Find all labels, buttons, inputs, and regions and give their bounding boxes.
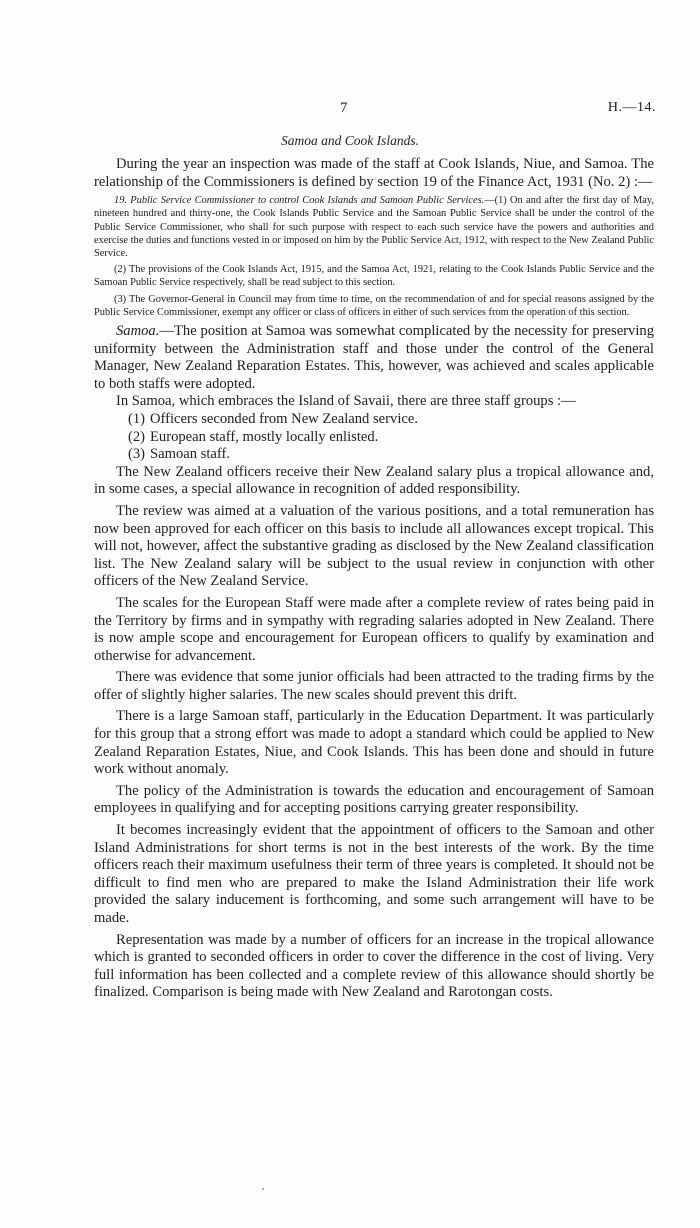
list-item bbox=[94, 446, 654, 464]
ink-speck bbox=[262, 1188, 264, 1190]
list-text: Samoan staff. bbox=[150, 446, 230, 463]
page-number: 7 bbox=[340, 100, 348, 116]
quote-clause-1 bbox=[94, 194, 654, 260]
body-paragraph: Representation was made by a number of officers for an increase in the tropical allowance which is granted to seconded officers in order to cover the difference in the cost of living. Very full information has been collected and a complete review of this allowance should shortly be finalized. Comparison is being made with New Zealand and Rarotongan costs. bbox=[94, 931, 654, 1001]
document-reference: H.—14. bbox=[607, 100, 656, 115]
list-text: Officers seconded from New Zealand service. bbox=[150, 410, 418, 427]
act-quotation bbox=[94, 194, 654, 319]
quote-clause-2: (2) The provisions of the Cook Islands Act, 1915, and the Samoa Act, 1921, relating to the Cook Islands Public Service and the Samoan Public Service respectively, shall be read subject to this section. bbox=[94, 264, 654, 289]
body-paragraph: The scales for the European Staff were made after a complete review of rates being paid in the Territory by firms and in sympathy with regrading salaries adopted in New Zealand. There is now ample scope and encouragement for European officers to qualify by examination and otherwise for advancement. bbox=[94, 594, 654, 664]
samoa-text: —The position at Samoa was somewhat complicated by the necessity for preserving uniformity between the Administration staff and those under the control of the General Manager, New Zealand Reparation Estates. This, however, was achieved and scales applicable to both staffs were adopted. bbox=[94, 323, 654, 392]
quote-section-heading: 19. Public Service Commissioner to control Cook Islands and Samoan Public Services. bbox=[114, 195, 485, 207]
samoa-lead: Samoa. bbox=[116, 323, 160, 340]
staff-groups-list bbox=[94, 411, 654, 464]
body-paragraph: The policy of the Administration is towards the education and encouragement of Samoan employees in qualifying and for accepting positions carrying greater responsibility. bbox=[94, 782, 654, 817]
page-header bbox=[0, 100, 700, 120]
body-paragraph: It becomes increasingly evident that the appointment of officers to the Samoan and other Island Administrations for short terms is not in the best interests of the work. By the time officers reach their maximum usefulness their term of three years is completed. It should not be difficult to find men who are prepared to make the Island Administration their life work provided the salary inducement is forthcoming, and some such arrangement will have to be made. bbox=[94, 822, 654, 927]
quote-clause-3: (3) The Governor-General in Council may from time to time, on the recommendation of and for special reasons assigned by the Public Service Commissioner, exempt any officer or class of officers in either of such services from the operation of this section. bbox=[94, 293, 654, 318]
list-number: (1) bbox=[128, 410, 146, 427]
document-body bbox=[94, 156, 654, 1002]
groups-intro: In Samoa, which embraces the Island of Savaii, there are three staff groups :— bbox=[116, 393, 576, 410]
body-paragraph: There was evidence that some junior officials had been attracted to the trading firms by the offer of slightly higher salaries. The new scales should prevent this drift. bbox=[94, 669, 654, 703]
quote-clause-1-text: —(1) On and after the first day of May, nineteen hundred and thirty-one, the Cook Islands Public Service and the Samoan Public Service shall be under the control of the Public Service Commissioner, who shall for such purpose with respect to each such service have the powers and authorities and exercise the duties and functions vested in or imposed on him by the Public Service Act, 1912, with respect to the New Zealand Public Service. bbox=[94, 195, 655, 259]
list-number: (3) bbox=[128, 446, 146, 463]
intro-paragraph: During the year an inspection was made of the staff at Cook Islands, Niue, and Samoa. The relationship of the Commissioners is defined by section 19 of the Finance Act, 1931 (No. 2) :— bbox=[94, 156, 654, 190]
list-number: (2) bbox=[128, 428, 146, 445]
samoa-paragraph bbox=[94, 323, 654, 393]
list-item bbox=[94, 411, 654, 429]
body-paragraph: The review was aimed at a valuation of the various positions, and a total remuneration has now been approved for each officer on this basis to include all allowances except tropical. This will not, however, affect the substantive grading as disclosed by the New Zealand classification list. The New Zealand salary will be subject to the usual review in conjunction with other officers of the New Zealand Service. bbox=[94, 502, 654, 590]
body-paragraph: The New Zealand officers receive their New Zealand salary plus a tropical allowance and, in some cases, a special allowance in recognition of added responsibility. bbox=[94, 463, 654, 498]
list-text: European staff, mostly locally enlisted. bbox=[150, 428, 379, 445]
section-title: Samoa and Cook Islands. bbox=[281, 133, 419, 148]
body-paragraph: There is a large Samoan staff, particularly in the Education Department. It was particularly for this group that a strong effort was made to adopt a standard which could be applied to New Zealand Reparation Estates, Niue, and Cook Islands. This has been done and should in future work without anomaly. bbox=[94, 708, 654, 778]
list-item bbox=[94, 429, 654, 447]
